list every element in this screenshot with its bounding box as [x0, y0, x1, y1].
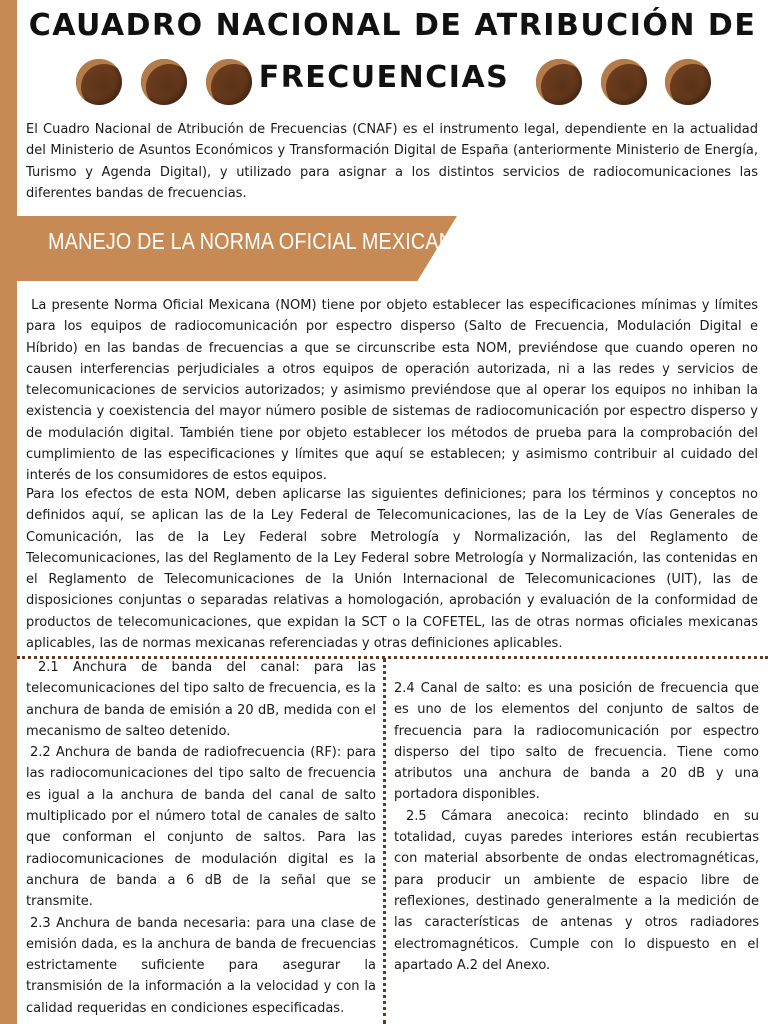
page-title-line1: CAUADRO NACIONAL DE ATRIBUCIÓN DE	[28, 8, 757, 43]
left-accent-bar	[0, 0, 17, 1024]
nom-definitions-paragraph: Para los efectos de esta NOM, deben aplicarse las siguientes definiciones; para los términos y conceptos no definidos aquí, se aplican las de la Ley Federal de Telecomunicaciones, las de la Ley de Vías Generales de Comunicación, las de la Ley Federal sobre Metrología y Normalización, las del Reglamento de Telecomunicaciones, las del Reglamento de la Ley Federal sobre Metrología y Normalización, las contenidas en el Reglamento de Telecomunicaciones de la Unión Internacional de Telecomunicaciones (UIT), las de disposiciones conjuntas o separadas relativas a homologación, aprobación y evaluación de la conformidad de productos de telecomunicaciones, que expidan la SCT o la COFETEL, las de otras normas oficiales mexicanas aplicables, las de normas mexicanas referenciadas y otras definiciones aplicables.	[26, 487, 758, 652]
dotted-divider-vertical	[383, 658, 386, 1024]
definition-item: 2.3 Anchura de banda necesaria: para una clase de emisión dada, es la anchura de banda de frecuencias estrictamente suficiente para asegurar la transmisión de la información a la velocidad y con la calidad requeridas en condiciones especificadas.	[26, 915, 376, 1016]
nom-objective-paragraph	[26, 295, 758, 487]
page-title-line2: FRECUENCIAS	[258, 60, 510, 95]
definitions-left-column	[26, 657, 376, 1019]
definition-item: 2.2 Anchura de banda de radiofrecuencia (RF): para las radiocomunicaciones del tipo salto de frecuencia es igual a la anchura de banda del canal de salto multiplicado por el número total de canales de salto que conforman el conjunto de saltos. Para las radiocomunicaciones de modulación digital es la anchura de banda a 6 dB de la señal que se transmite.	[26, 745, 376, 910]
intro-paragraph: El Cuadro Nacional de Atribución de Frecuencias (CNAF) es el instrumento legal, dependiente en la actualidad del Ministerio de Asuntos Económicos y Transformación Digital de España (anteriormente Ministerio de Energía, Turismo y Agenda Digital), y utilizado para asignar a los distintos servicios de radiocomunicaciones las diferentes bandas de frecuencias.	[26, 122, 758, 201]
coin-decoration-icon	[536, 59, 582, 105]
definition-item: 2.4 Canal de salto: es una posición de frecuencia que es uno de los elementos del conjunto de saltos de frecuencia para la radiocomunicación por espectro disperso del tipo salto de frecuencia. Tiene como atributos una anchura de banda a 20 dB y una portadora disponibles.	[394, 681, 759, 803]
coin-decoration-icon	[76, 59, 122, 105]
definition-item: 2.1 Anchura de banda del canal: para las telecomunicaciones del tipo salto de frecuencia, es la anchura de banda de emisión a 20 dB, medida con el mecanismo de salteo detenido.	[26, 660, 376, 739]
coin-decoration-icon	[665, 59, 711, 105]
definitions-right-column	[394, 678, 759, 976]
coin-decoration-icon	[141, 59, 187, 105]
coin-decoration-icon	[206, 59, 252, 105]
nom-objective-text: La presente Norma Oficial Mexicana (NOM) tiene por objeto establecer las especificaciones mínimas y límites para los equipos de radiocomunicación por espectro disperso (Salto de Frecuencia, Modulación Digital e Híbrido) en las bandas de frecuencias a que se circunscribe esta NOM, previéndose que cuando operen no causen interferencias perjudiciales a otros equipos de operación autorizada, ni a las redes y servicios de telecomunicaciones de servicios autorizados; y asimismo previéndose que al operar los equipos no inhiban la existencia y coexistencia del mayor número posible de sistemas de radiocomunicación por espectro disperso y de modulación digital. También tiene por objeto establecer los métodos de prueba para la comprobación del cumplimiento de las especificaciones y límites que aquí se establecen; y asimismo contribuir al cuidado del interés de los consumidores de estos equipos.	[26, 298, 758, 484]
coin-decoration-icon	[601, 59, 647, 105]
section-banner-title: MANEJO DE LA NORMA OFICIAL MEXICANA	[48, 228, 467, 254]
definition-item: 2.5 Cámara anecoica: recinto blindado en su totalidad, cuyas paredes interiores están recubiertas con material absorbente de ondas electromagnéticas, para producir un ambiente de espacio libre de reflexiones, destinado generalmente a la medición de las características de antenas y otros radiadores electromagnéticos. Cumple con lo dispuesto en el apartado A.2 del Anexo.	[394, 808, 759, 973]
